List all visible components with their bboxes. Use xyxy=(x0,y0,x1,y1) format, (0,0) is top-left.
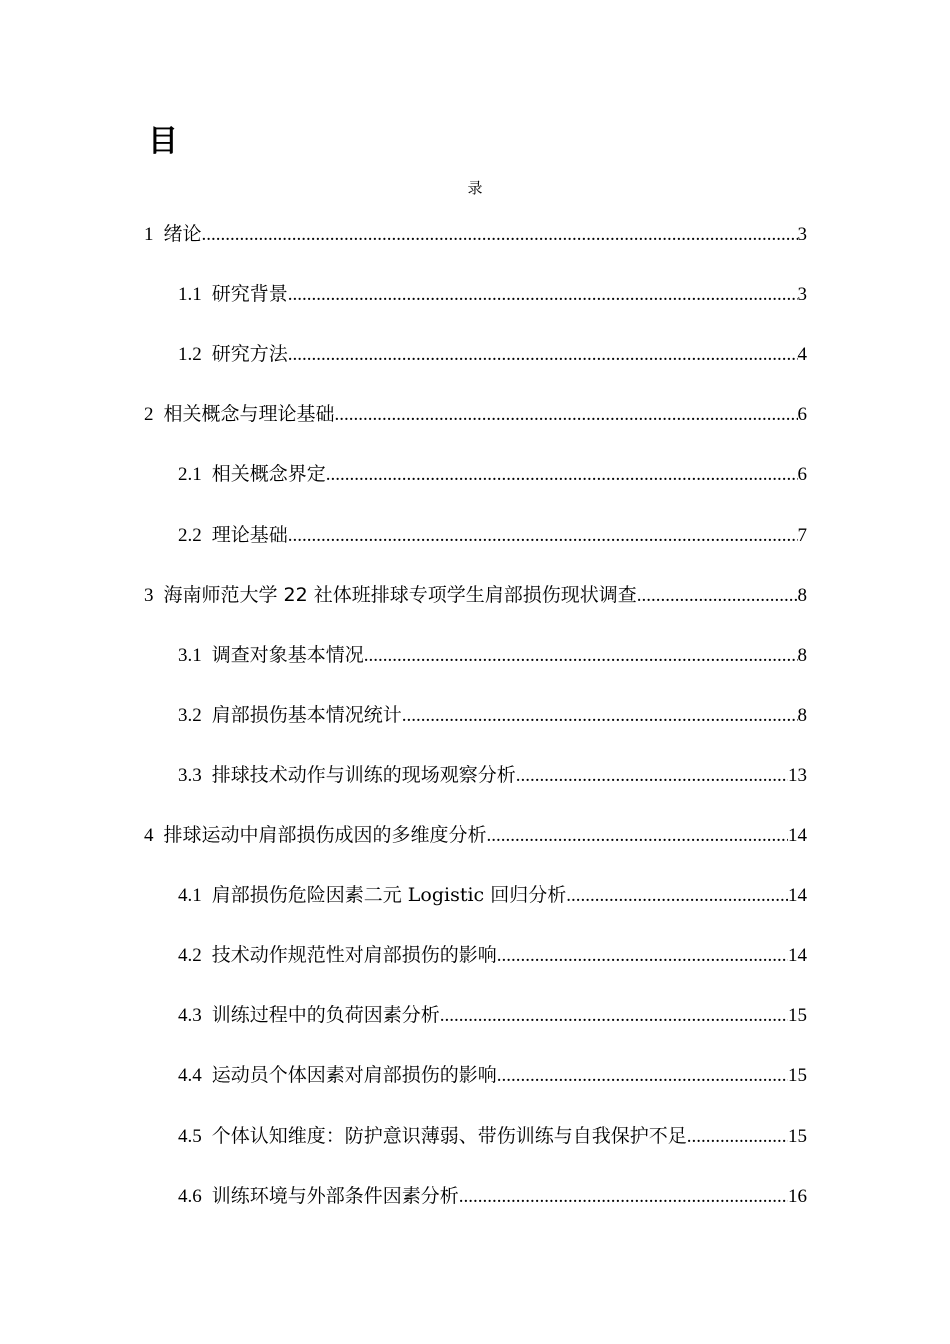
toc-entry-title: 相关概念与理论基础 xyxy=(163,403,335,425)
toc-dot-leader xyxy=(566,878,788,914)
toc-page-number: 3 xyxy=(797,284,807,305)
toc-heading-main: 目 xyxy=(148,124,178,159)
toc-entry-title: 排球技术动作与训练的现场观察分析 xyxy=(211,764,516,786)
toc-entry-title: 技术动作规范性对肩部损伤的影响 xyxy=(211,944,497,966)
toc-page-number: 3 xyxy=(797,224,807,245)
toc-chapter-entry[interactable] xyxy=(144,216,807,252)
toc-dot-leader xyxy=(326,457,798,493)
toc-page-number: 15 xyxy=(788,1005,807,1026)
toc-dot-leader xyxy=(440,998,788,1034)
toc-page-number: 15 xyxy=(788,1065,807,1086)
toc-entry-number: 3.1 xyxy=(178,645,202,666)
toc-entry-title: 理论基础 xyxy=(211,524,288,546)
toc-entry-number: 3.2 xyxy=(178,705,202,726)
toc-entry-title: 肩部损伤危险因素二元 Logistic 回归分析 xyxy=(211,884,567,906)
toc-entry-title: 海南师范大学 22 社体班排球专项学生肩部损伤现状调查 xyxy=(163,584,637,606)
toc-entry-number: 4.5 xyxy=(178,1126,202,1147)
toc-page-number: 8 xyxy=(797,705,807,726)
toc-dot-leader xyxy=(497,938,788,974)
toc-page-number: 14 xyxy=(788,825,807,846)
toc-dot-leader xyxy=(459,1179,788,1215)
toc-entry-number: 1.2 xyxy=(178,344,202,365)
toc-entry-title: 训练过程中的负荷因素分析 xyxy=(211,1004,440,1026)
toc-dot-leader xyxy=(288,518,798,554)
toc-entry-number: 1.1 xyxy=(178,284,202,305)
toc-entry-title: 调查对象基本情况 xyxy=(211,644,364,666)
toc-section-entry[interactable] xyxy=(178,517,807,553)
toc-entry-number: 2 xyxy=(144,404,154,425)
toc-page-number: 15 xyxy=(788,1126,807,1147)
toc-page-number: 16 xyxy=(788,1186,807,1207)
toc-dot-leader xyxy=(335,397,798,433)
toc-entry-number: 3.3 xyxy=(178,765,202,786)
toc-entry-number: 4.4 xyxy=(178,1065,202,1086)
toc-entry-title: 相关概念界定 xyxy=(211,463,326,485)
toc-heading-sub: 录 xyxy=(467,179,483,197)
toc-section-entry[interactable] xyxy=(178,336,807,372)
toc-section-entry[interactable] xyxy=(178,997,807,1033)
toc-dot-leader xyxy=(288,337,798,373)
toc-page-number: 8 xyxy=(797,585,807,606)
toc-page-number: 13 xyxy=(788,765,807,786)
toc-entry-number: 4.1 xyxy=(178,885,202,906)
toc-chapter-entry[interactable] xyxy=(144,396,807,432)
toc-page-number: 8 xyxy=(797,645,807,666)
toc-page-number: 6 xyxy=(797,464,807,485)
toc-chapter-entry[interactable] xyxy=(144,817,807,853)
toc-entry-title: 训练环境与外部条件因素分析 xyxy=(211,1185,459,1207)
toc-dot-leader xyxy=(637,578,798,614)
toc-section-entry[interactable] xyxy=(178,757,807,793)
toc-section-entry[interactable] xyxy=(178,276,807,312)
toc-section-entry[interactable] xyxy=(178,456,807,492)
toc-page-number: 6 xyxy=(797,404,807,425)
toc-entry-number: 2.2 xyxy=(178,525,202,546)
toc-dot-leader xyxy=(687,1119,788,1155)
toc-dot-leader xyxy=(516,758,788,794)
toc-dot-leader xyxy=(202,217,798,253)
toc-section-entry[interactable] xyxy=(178,697,807,733)
toc-entry-title: 运动员个体因素对肩部损伤的影响 xyxy=(211,1064,497,1086)
toc-dot-leader xyxy=(487,818,788,854)
toc-page-number: 4 xyxy=(797,344,807,365)
toc-entry-number: 4.3 xyxy=(178,1005,202,1026)
toc-section-entry[interactable] xyxy=(178,1057,807,1093)
toc-dot-leader xyxy=(497,1058,788,1094)
toc-entry-title: 研究背景 xyxy=(211,283,288,305)
toc-entry-number: 2.1 xyxy=(178,464,202,485)
toc-entry-number: 4 xyxy=(144,825,154,846)
toc-section-entry[interactable] xyxy=(178,937,807,973)
toc-page-number: 14 xyxy=(788,885,807,906)
toc-dot-leader xyxy=(288,277,798,313)
toc-section-entry[interactable] xyxy=(178,1118,807,1154)
toc-entry-number: 1 xyxy=(144,224,154,245)
toc-section-entry[interactable] xyxy=(178,877,807,913)
toc-chapter-entry[interactable] xyxy=(144,577,807,613)
toc-page-number: 14 xyxy=(788,945,807,966)
toc-dot-leader xyxy=(364,638,798,674)
toc-entry-title: 排球运动中肩部损伤成因的多维度分析 xyxy=(163,824,487,846)
toc-section-entry[interactable] xyxy=(178,637,807,673)
toc-page-number: 7 xyxy=(797,525,807,546)
toc-entry-number: 4.2 xyxy=(178,945,202,966)
toc-dot-leader xyxy=(402,698,798,734)
toc-entry-title: 研究方法 xyxy=(211,343,288,365)
toc-section-entry[interactable] xyxy=(178,1178,807,1214)
toc-entry-title: 个体认知维度：防护意识薄弱、带伤训练与自我保护不足 xyxy=(211,1125,687,1147)
toc-entry-number: 3 xyxy=(144,585,154,606)
toc-entry-number: 4.6 xyxy=(178,1186,202,1207)
toc-entry-title: 肩部损伤基本情况统计 xyxy=(211,704,402,726)
toc-entry-title: 绪论 xyxy=(163,223,202,245)
